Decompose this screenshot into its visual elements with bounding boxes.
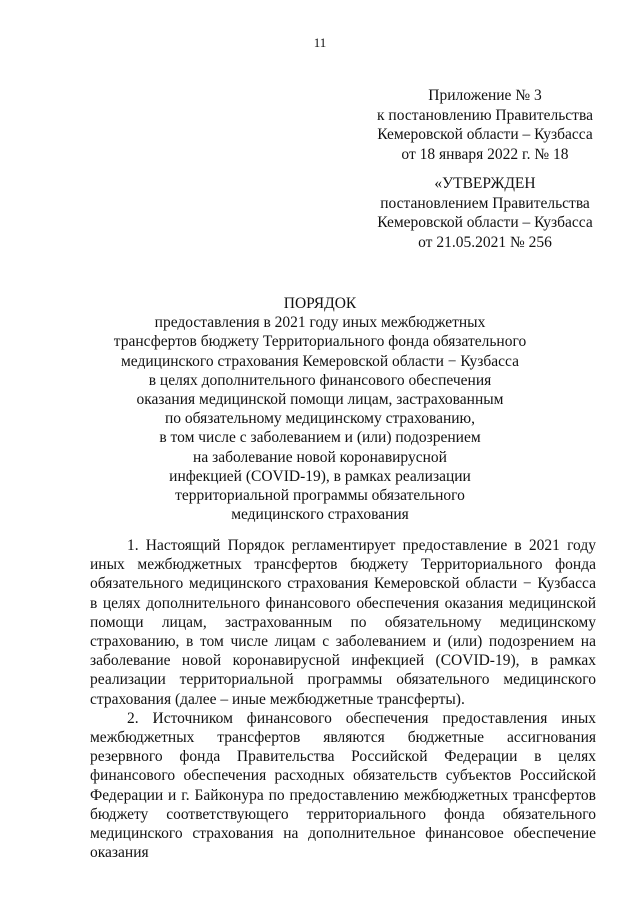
approval-line: постановлением Правительства — [380, 194, 590, 212]
title-line: медицинского страхования — [231, 506, 409, 524]
appendix-block — [360, 86, 610, 164]
title-line: в том числе с заболеванием и (или) подозрением — [159, 429, 481, 447]
title-heading: ПОРЯДОК — [283, 295, 357, 312]
approval-line: Кемеровской области – Кузбасса — [377, 214, 593, 231]
approval-line: «УТВЕРЖДЕН — [434, 175, 536, 192]
approval-line: от 21.05.2021 № 256 — [418, 233, 552, 251]
appendix-line: Кемеровской области – Кузбасса — [377, 126, 593, 143]
document-title — [0, 294, 640, 524]
appendix-line: от 18 января 2022 г. № 18 — [401, 145, 569, 163]
title-line: медицинского страхования Кемеровской области − Кузбасса — [120, 352, 520, 370]
appendix-line: к постановлению Правительства — [377, 106, 593, 124]
paragraph-2: 2. Источником финансового обеспечения предоставления иных межбюджетных трансфертов являются бюджетные ассигнования резервного фонда Правительства Российской Федерации в целях финансового обеспечения расходных обязательств субъектов Российской Федерации и г. Байконура по предоставлению межбюджетных трансфертов бюджету соответствующего территориального фонда обязательного медицинского страхования на дополнительное финансовое обеспечение оказания — [90, 709, 596, 862]
title-line: по обязательному медицинскому страхованию, — [164, 410, 476, 428]
paragraph-1: 1. Настоящий Порядок регламентирует предоставление в 2021 году иных межбюджетных трансфертов бюджету Территориального фонда обязательного медицинского страхования Кемеровской области − Кузбасса в целях дополнительного финансового обеспечения оказания медицинской помощи лицам, застрахованным по обязательному медицинскому страхованию, в том числе лицам с заболеванием и (или) подозрением на заболевание новой коронавирусной инфекцией (COVID-19), в рамках реализации территориальной программы обязательного медицинского страхования (далее – иные межбюджетные трансферты). — [90, 537, 596, 708]
page-number: 11 — [313, 35, 327, 50]
document-body — [90, 536, 596, 862]
title-line: инфекцией (COVID-19), в рамках реализации — [169, 467, 471, 485]
title-line: предоставления в 2021 году иных межбюджетных — [154, 314, 486, 332]
approval-block — [360, 174, 610, 252]
title-line: оказания медицинской помощи лицам, застрахованным — [136, 391, 504, 409]
appendix-line: Приложение № 3 — [428, 87, 542, 104]
title-line: территориальной программы обязательного — [175, 487, 465, 505]
title-line: на заболевание новой коронавирусной — [193, 448, 447, 466]
title-line: трансфертов бюджету Территориального фонда обязательного — [113, 333, 527, 351]
title-line: в целях дополнительного финансового обеспечения — [148, 371, 492, 389]
